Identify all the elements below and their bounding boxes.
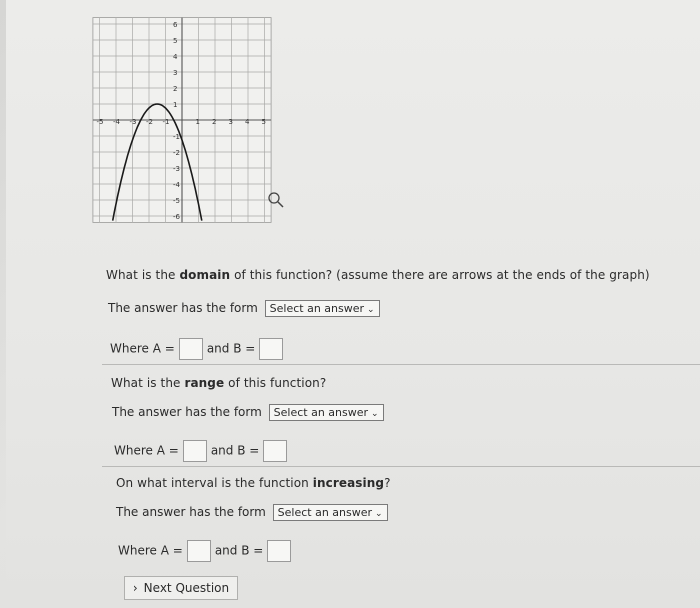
x-tick-label: -4 [113, 118, 120, 126]
x-tick-label: 2 [212, 118, 217, 126]
select-label: Select an answer [269, 302, 365, 315]
y-tick-label: -6 [173, 213, 180, 221]
and-b-label: and B = [214, 543, 264, 558]
y-tick-label: -4 [173, 181, 180, 189]
next-question-label: Next Question [143, 581, 230, 595]
y-tick-label: 3 [173, 69, 178, 77]
increasing-a-input[interactable] [187, 540, 211, 562]
increasing-select[interactable] [273, 504, 388, 521]
question-text: of this function? [224, 376, 327, 390]
x-tick-label: -3 [129, 118, 137, 126]
chevron-down-icon: ⌄ [367, 305, 375, 315]
increasing-form-row [116, 504, 388, 521]
question-text: On what interval is the function [116, 476, 313, 490]
y-tick-label: 4 [173, 53, 178, 61]
question-text: ? [384, 476, 391, 490]
range-question [111, 376, 326, 390]
y-tick-label: -1 [173, 133, 180, 141]
magnifier-handle [278, 202, 283, 207]
domain-a-input[interactable] [179, 338, 203, 360]
x-tick-label: 5 [261, 118, 266, 126]
question-keyword: domain [179, 268, 231, 282]
increasing-ab-row [118, 540, 295, 562]
x-tick-label: 1 [195, 118, 200, 126]
question-text: of this function? (assume there are arrows at the ends of the graph) [230, 268, 650, 282]
range-b-input[interactable] [263, 440, 287, 462]
domain-question [106, 268, 650, 282]
where-a-label: Where A = [114, 443, 179, 458]
page [6, 0, 700, 608]
y-tick-label: 5 [173, 37, 178, 45]
y-tick-label: 1 [173, 101, 178, 109]
increasing-b-input[interactable] [267, 540, 291, 562]
divider [102, 466, 700, 467]
question-text: What is the [106, 268, 180, 282]
form-label: The answer has the form [108, 301, 258, 315]
select-label: Select an answer [273, 406, 369, 419]
domain-b-input[interactable] [259, 338, 283, 360]
y-tick-label: 6 [173, 21, 178, 29]
x-tick-label: 3 [228, 118, 233, 126]
x-tick-label: -5 [96, 118, 104, 126]
chevron-right-icon: › [132, 581, 138, 595]
y-tick-label: -2 [173, 149, 180, 157]
function-graph [96, 10, 294, 221]
range-form-row [112, 404, 384, 421]
where-a-label: Where A = [110, 341, 175, 356]
y-tick-label: -3 [173, 165, 180, 173]
form-label: The answer has the form [112, 405, 262, 419]
range-select[interactable] [269, 404, 384, 421]
x-tick-label: -2 [146, 118, 153, 126]
question-keyword: increasing [312, 476, 385, 490]
domain-select[interactable] [265, 300, 380, 317]
domain-form-row [108, 300, 380, 317]
x-tick-label: 4 [245, 118, 250, 126]
and-b-label: and B = [206, 341, 256, 356]
y-tick-label: 2 [173, 85, 178, 93]
graph-svg [96, 10, 294, 221]
next-question-button[interactable] [124, 576, 238, 600]
y-tick-label: -5 [173, 197, 180, 205]
x-tick-label: -1 [162, 118, 170, 126]
form-label: The answer has the form [116, 505, 266, 519]
domain-ab-row [110, 338, 287, 360]
and-b-label: and B = [210, 443, 260, 458]
range-ab-row [114, 440, 291, 462]
chevron-down-icon: ⌄ [371, 409, 379, 419]
divider [102, 364, 700, 365]
question-text: What is the [111, 376, 185, 390]
where-a-label: Where A = [118, 543, 183, 558]
increasing-question [116, 476, 391, 490]
range-a-input[interactable] [183, 440, 207, 462]
question-keyword: range [184, 376, 225, 390]
select-label: Select an answer [277, 506, 373, 519]
chevron-down-icon: ⌄ [375, 509, 383, 519]
